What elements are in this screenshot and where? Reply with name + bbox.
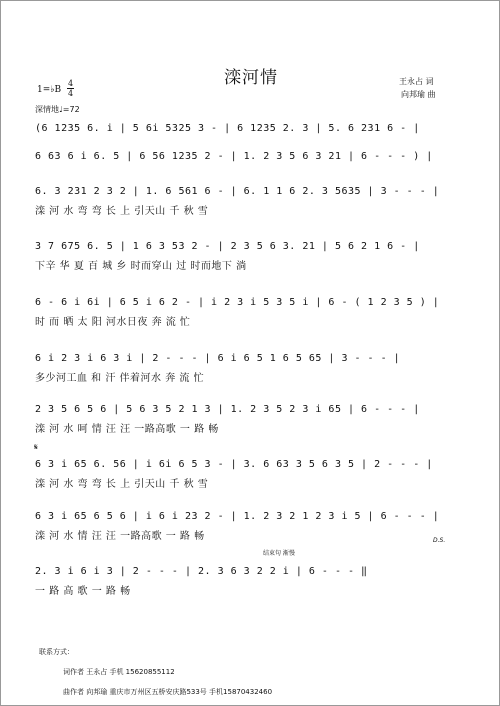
lyrics-line: 一 路 高 歌 一 路 畅 bbox=[35, 586, 131, 597]
composer: 向邦瑜 曲 bbox=[401, 90, 436, 99]
notation-line: 2 3 5 6 5 6 | 5 6 3 5 2 1 3 | 1. 2 3 5 2 3 i 65 | 6 - - - | bbox=[35, 404, 420, 415]
staff-row-1 bbox=[35, 123, 471, 153]
notation-line: 6 3 i 65 6. 56 | i 6i 6 5 3 - | 3. 6 63 3 5 6 3 5 | 2 - - - | bbox=[35, 459, 433, 470]
contact-lyricist: 词作者 王永占 手机 15620855112 bbox=[63, 668, 175, 676]
notation-line: (6 1235 6. i | 5 6i 5325 3 - | 6 1235 2. 3 | 5. 6 231 6 - | bbox=[35, 123, 420, 134]
notation-line: 2. 3 i 6 i 3 | 2 - - - | 2. 3 6 3 2 2 i | 6 - - - ‖ bbox=[35, 566, 368, 577]
staff-row-10 bbox=[35, 566, 471, 596]
tempo-marking: 深情地♩=72 bbox=[35, 105, 80, 114]
notation-line: 6 - 6 i 6i | 6 5 i 6 2 - | i 2 3 i 5 3 5 i | 6 - ( 1 2 3 5 ) | bbox=[35, 297, 440, 308]
time-signature bbox=[67, 79, 74, 98]
lyrics-line: 滦 河 水 弯 弯 长 上 引天山 千 秋 雪 bbox=[35, 479, 209, 490]
staff-row-3 bbox=[35, 186, 471, 216]
notation-line: 3 7 675 6. 5 | 1 6 3 53 2 - | 2 3 5 6 3. 21 | 5 6 2 1 6 - | bbox=[35, 241, 420, 252]
ds-marking: D.S. bbox=[433, 537, 446, 544]
staff-row-6 bbox=[35, 353, 471, 383]
meter-top: 4 bbox=[67, 79, 74, 88]
key-signature: 1=♭B bbox=[37, 85, 62, 95]
lyrics-line: 滦 河 水 呵 情 汪 汪 一路高歌 一 路 畅 bbox=[35, 424, 219, 435]
notation-line: 6 63 6 i 6. 5 | 6 56 1235 2 - | 1. 2 3 5 6 3 21 | 6 - - - ) | bbox=[35, 151, 433, 162]
contact-title: 联系方式： bbox=[39, 648, 74, 656]
notation-line: 6 3 i 65 6 5 6 | i 6 i 23 2 - | 1. 2 3 2 1 2 3 i 5 | 6 - - - | bbox=[35, 511, 440, 522]
staff-row-2 bbox=[35, 151, 471, 181]
staff-row-9 bbox=[35, 511, 471, 541]
notation-line: 6 i 2 3 i 6 3 i | 2 - - - | 6 i 6 5 1 6 5 65 | 3 - - - | bbox=[35, 353, 401, 364]
song-title: 滦河情 bbox=[224, 68, 278, 88]
staff-row-8 bbox=[35, 459, 471, 489]
notation-line: 6. 3 231 2 3 2 | 1. 6 561 6 - | 6. 1 1 6 2. 3 5635 | 3 - - - | bbox=[35, 186, 440, 197]
meter-bottom: 4 bbox=[67, 89, 74, 98]
authors bbox=[399, 75, 436, 101]
lyricist: 王永占 词 bbox=[399, 77, 434, 86]
contact-composer: 曲作者 向邦瑜 重庆市万州区五桥安庆路533号 手机15870432460 bbox=[63, 688, 273, 696]
lyrics-line: 下辛 华 夏 百 城 乡 时而穿山 过 时而地下 淌 bbox=[35, 261, 247, 272]
staff-row-7 bbox=[35, 404, 471, 434]
ending-annotation: 结束句 渐慢 bbox=[263, 550, 295, 557]
lyrics-line: 多少河工血 和 汗 伴着河水 奔 流 忙 bbox=[35, 373, 205, 384]
staff-row-5 bbox=[35, 297, 471, 327]
lyrics-line: 时 而 晒 太 阳 河水日夜 奔 流 忙 bbox=[35, 317, 191, 328]
lyrics-line: 滦 河 水 情 汪 汪 一路高歌 一 路 畅 bbox=[35, 531, 205, 542]
segno-sign: 𝄋 bbox=[34, 443, 38, 453]
staff-row-4 bbox=[35, 241, 471, 271]
lyrics-line: 滦 河 水 弯 弯 长 上 引天山 千 秋 雪 bbox=[35, 206, 209, 217]
